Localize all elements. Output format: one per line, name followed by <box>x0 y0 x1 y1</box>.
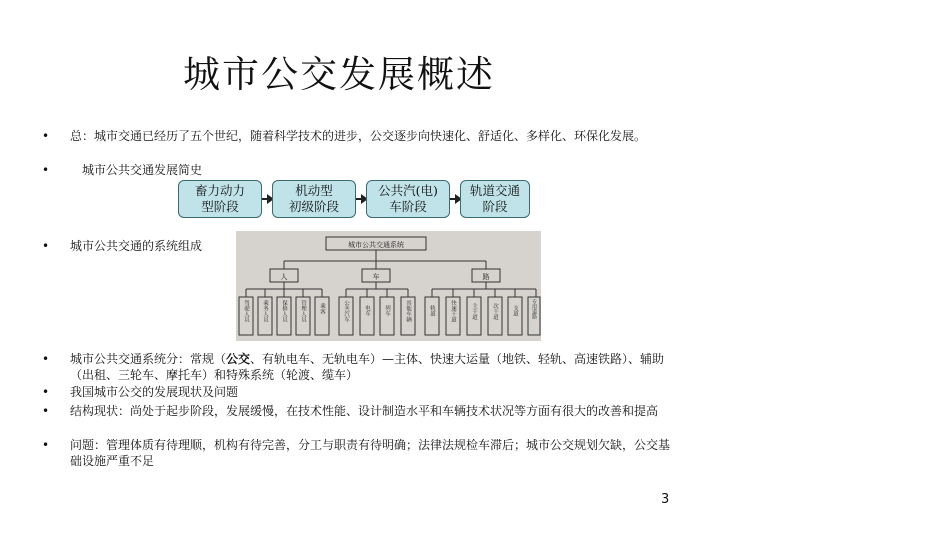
flow-stage-rail: 轨道交通 阶段 <box>460 180 530 218</box>
flow-stage-animal: 畜力动力 型阶段 <box>178 180 262 218</box>
slide-title: 城市公交发展概述 <box>183 53 495 96</box>
org-group-vehicle: 车 <box>372 273 380 281</box>
org-child-label: 列车 <box>384 305 390 316</box>
page-number: 3 <box>661 492 670 507</box>
org-child-box <box>380 297 394 335</box>
org-children-people <box>239 289 329 335</box>
bullet-system-types: 城市公共交通系统分：常规（公交、有轨电车、无轨电车）—主体、快速大运量（地铁、轻轨、高速铁路）、辅助（出租、三轮车、摩托车）和特殊系统（轮渡、缆车） <box>70 352 665 382</box>
flow-stage-bus: 公共汽(电) 车阶段 <box>366 180 450 218</box>
bullet-marker: • <box>42 163 50 177</box>
org-child-label: 驾驶人员 <box>243 300 249 322</box>
org-child-label: 乘务人员 <box>262 300 268 322</box>
org-child-label: 保修人员 <box>281 300 287 322</box>
bullet-composition: 城市公共交通的系统组成 <box>70 239 203 253</box>
org-child-label: 专用道路 <box>531 299 537 319</box>
flow-arrow <box>450 198 458 200</box>
org-child-label: 次干道 <box>492 303 498 320</box>
org-child-label: 轨道 <box>429 305 435 316</box>
org-child-label: 乘客 <box>319 303 325 314</box>
org-child-box <box>425 297 439 335</box>
flow-stage-motor: 机动型 初级阶段 <box>272 180 356 218</box>
bullet-problems: 问题：管理体质有待理顺，机构有待完善，分工与职责有待明确；法律法规检车滞后；城市公交规划欠缺，公交基础设施严重不足 <box>70 438 671 468</box>
org-child-label: 主干道 <box>471 303 477 320</box>
flow-arrow <box>356 198 364 200</box>
bullet-marker: • <box>42 438 50 452</box>
org-group-road: 路 <box>482 273 490 281</box>
org-child-label: 公共汽车 <box>343 300 349 322</box>
bullet-overview: 总：城市交通已经历了五个世纪，随着科学技术的进步，公交逐步向快速化、舒适化、多样化、环保化发展。 <box>70 129 647 143</box>
bullet-marker: • <box>42 129 50 143</box>
org-child-box <box>508 297 522 335</box>
org-group-people: 人 <box>280 273 288 281</box>
org-child-label: 管理人员 <box>300 300 306 322</box>
org-children-vehicle <box>339 289 415 335</box>
bullet-marker: • <box>42 352 50 366</box>
bullet-marker: • <box>42 385 50 399</box>
org-child-box <box>360 297 374 335</box>
org-child-label: 支道 <box>512 305 518 316</box>
org-child-label: 电车 <box>364 305 370 316</box>
org-children-road <box>425 289 540 335</box>
org-child-label: 其他车辆 <box>405 300 411 322</box>
bullet-marker: • <box>42 239 50 253</box>
org-root-label: 城市公共交通系统 <box>348 241 404 249</box>
bullet-structure: 结构现状：尚处于起步阶段，发展缓慢，在技术性能、设计制造水平和车辆技术状况等方面有很大的改善和提高 <box>70 404 659 418</box>
bullet-history: 城市公共交通发展简史 <box>82 163 203 177</box>
bullet-status: 我国城市公交的发展现状及问题 <box>70 385 239 399</box>
org-child-label: 快速干道 <box>450 300 456 322</box>
bullet-marker: • <box>42 404 50 418</box>
flow-arrow <box>262 198 270 200</box>
bold-bus: 公交 <box>226 352 251 366</box>
org-chart-photo <box>236 231 541 341</box>
